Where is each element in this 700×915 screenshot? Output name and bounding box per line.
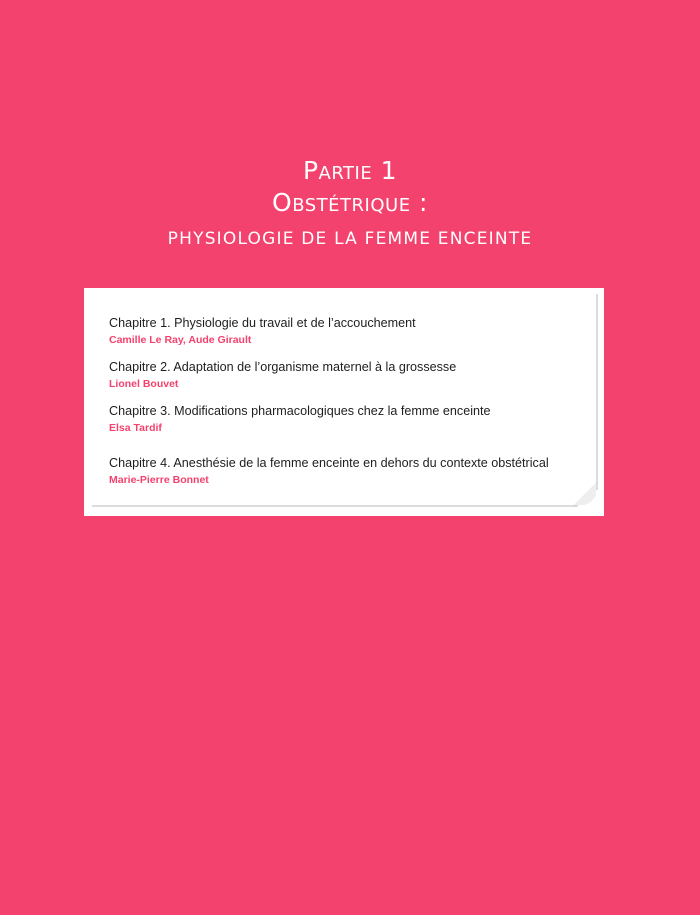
chapter-item-4[interactable] xyxy=(109,456,589,487)
chapter-title: Chapitre 4. Anesthésie de la femme enceinte en dehors du contexte obstétrical xyxy=(109,456,549,470)
chapter-authors: Elsa Tardif xyxy=(109,422,162,434)
part-header xyxy=(0,155,700,250)
card-shadow-right xyxy=(596,294,598,490)
chapter-item-1[interactable] xyxy=(109,316,589,347)
chapter-authors: Camille Le Ray, Aude Girault xyxy=(109,334,252,346)
chapter-title: Chapitre 2. Adaptation de l’organisme maternel à la grossesse xyxy=(109,360,457,374)
chapter-title: Chapitre 1. Physiologie du travail et de l’accouchement xyxy=(109,316,416,330)
chapter-item-2[interactable] xyxy=(109,360,589,391)
chapter-list xyxy=(109,316,589,487)
chapter-item-3[interactable] xyxy=(109,404,589,435)
card-shadow-bottom xyxy=(92,505,578,507)
part-label: Partie 1 xyxy=(302,156,398,185)
chapter-title: Chapitre 3. Modifications pharmacologiques chez la femme enceinte xyxy=(109,404,491,418)
toc-card-inner xyxy=(84,288,602,514)
chapter-authors: Marie-Pierre Bonnet xyxy=(109,474,209,486)
table-of-contents-card xyxy=(84,288,604,516)
part-subtitle: PHYSIOLOGIE DE LA FEMME ENCEINTE xyxy=(167,229,533,249)
chapter-authors: Lionel Bouvet xyxy=(109,378,179,390)
part-title: Obstétrique : xyxy=(272,188,428,217)
